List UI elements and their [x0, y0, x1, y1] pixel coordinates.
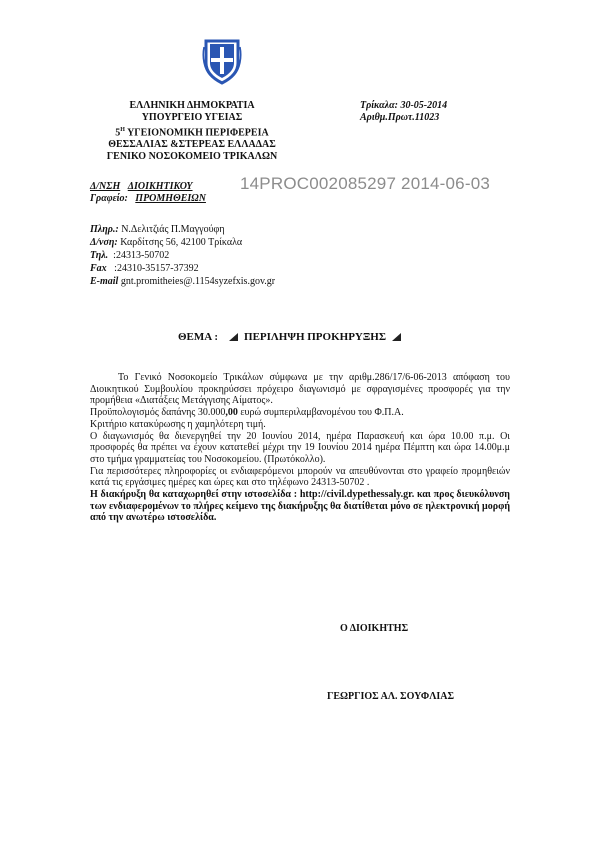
phone-label: Τηλ. — [90, 250, 109, 261]
info-label: Πληρ.: — [90, 224, 119, 235]
hospital-name: ΓΕΝΙΚΟ ΝΟΣΟΚΟΜΕΙΟ ΤΡΙΚΑΛΩΝ — [106, 151, 278, 163]
body-paragraph-decision: Το Γενικό Νοσοκομείο Τρικάλων σύμφωνα με την αριθμ.286/17/6-06-2013 απόφαση του Διοικητικού Συμβουλίου προκηρύσσει πρόχειρο διαγωνισμό με σφραγισμένες προσφορές για την προμήθεια «Διατάξεις Μετάγγισης Αίματος». — [90, 372, 510, 407]
department-label: Δ/ΝΣΗ — [90, 181, 121, 192]
email-label: E-mail — [90, 276, 119, 287]
subject-line — [178, 331, 404, 343]
document-date: Τρίκαλα: 30-05-2014 — [360, 100, 448, 111]
republic-name: ΕΛΛΗΝΙΚΗ ΔΗΜΟΚΡΑΤΙΑ — [129, 100, 255, 111]
protocol-stamp: 14PROC002085297 2014-06-03 — [240, 174, 490, 193]
subject-label: ΘΕΜΑ : — [178, 331, 219, 343]
body-paragraph-website: Η διακήρυξη θα καταχωρηθεί στην ιστοσελίδα : http://civil.dypethessaly.gr. και προς διευκόλυνση των ενδιαφερομένων το πλήρες κείμενο της διακήρυξης θα διατίθεται μόνο σε ηλεκτρονική μορφή από την ανωτέρω ιστοσελίδα. — [90, 489, 510, 524]
body-paragraph-budget: Προϋπολογισμός δαπάνης 30.000,00 ευρώ συμπεριλαμβανομένου του Φ.Π.Α. — [90, 407, 404, 419]
body-paragraph-schedule: Ο διαγωνισμός θα διενεργηθεί την 20 Ιουνίου 2014, ημέρα Παρασκευή και ώρα 10.00 π.μ. Οι προσφορές θα πρέπει να έχουν κατατεθεί μέχρι την 19 Ιουνίου 2014 ημέρα Πέμπτη και ώρα 14.00μ.μ στο τμήμα γραμματείας του Νοσοκομείου. (Πρωτόκολλο). — [90, 430, 510, 465]
fax-label: Fax — [90, 263, 107, 274]
office-label: Γραφείο: — [90, 193, 128, 204]
address-value: Καρδίτσης 56, 42100 Τρίκαλα — [120, 237, 243, 248]
greek-emblem-icon — [202, 37, 242, 85]
address-label: Δ/νση: — [90, 237, 118, 248]
email-value[interactable]: gnt.promitheies@.1154syzefxis.gov.gr — [120, 276, 276, 287]
fax-value: :24310-35157-37392 — [114, 263, 199, 274]
phone-value: :24313-50702 — [113, 250, 170, 261]
office-value: ΠΡΟΜΗΘΕΙΩΝ — [135, 193, 206, 204]
announcement-body — [90, 372, 510, 524]
region-name: ΘΕΣΣΑΛΙΑΣ &ΣΤΕΡΕΑΣ ΕΛΛΑΔΑΣ — [108, 139, 276, 151]
department-block — [90, 181, 206, 205]
body-paragraph-info: Για περισσότερες πληροφορίες οι ενδιαφερόμενοι μπορούν να απευθύνονται στο γραφείο προμηθειών κατά τις εργάσιμες ημέρες και ώρες και στο τηλέφωνο 24313-50702 . — [90, 465, 510, 489]
document-reference — [360, 100, 447, 124]
health-region: $5^H$ ΥΓΕΙΟΝΟΜΙΚΗ ΠΕΡΙΦΕΡΕΙΑ — [115, 127, 269, 139]
triangle-icon — [392, 333, 401, 341]
triangle-icon — [229, 333, 238, 341]
protocol-number: Αριθμ.Πρωτ.11023 — [360, 112, 440, 123]
ministry-name: ΥΠΟΥΡΓΕΙΟ ΥΓΕΙΑΣ — [141, 112, 243, 123]
info-value: Ν.Δελιτζιάς Π.Μαγγούφη — [121, 224, 225, 235]
department-value: ΔΙΟΙΚΗΤΙΚΟΥ — [127, 181, 193, 192]
issuer-header — [92, 100, 292, 163]
signatory-name: ΓΕΩΡΓΙΟΣ ΑΛ. ΣΟΥΦΛΙΑΣ — [327, 691, 455, 702]
signatory-title: Ο ΔΙΟΙΚΗΤΗΣ — [340, 623, 409, 634]
subject-text: ΠΕΡΙΛΗΨΗ ΠΡΟΚΗΡΥΞΗΣ — [244, 331, 387, 343]
body-paragraph-criterion: Κριτήριο κατακύρωσης η χαμηλότερη τιμή. — [90, 418, 266, 430]
contact-block — [90, 223, 275, 288]
